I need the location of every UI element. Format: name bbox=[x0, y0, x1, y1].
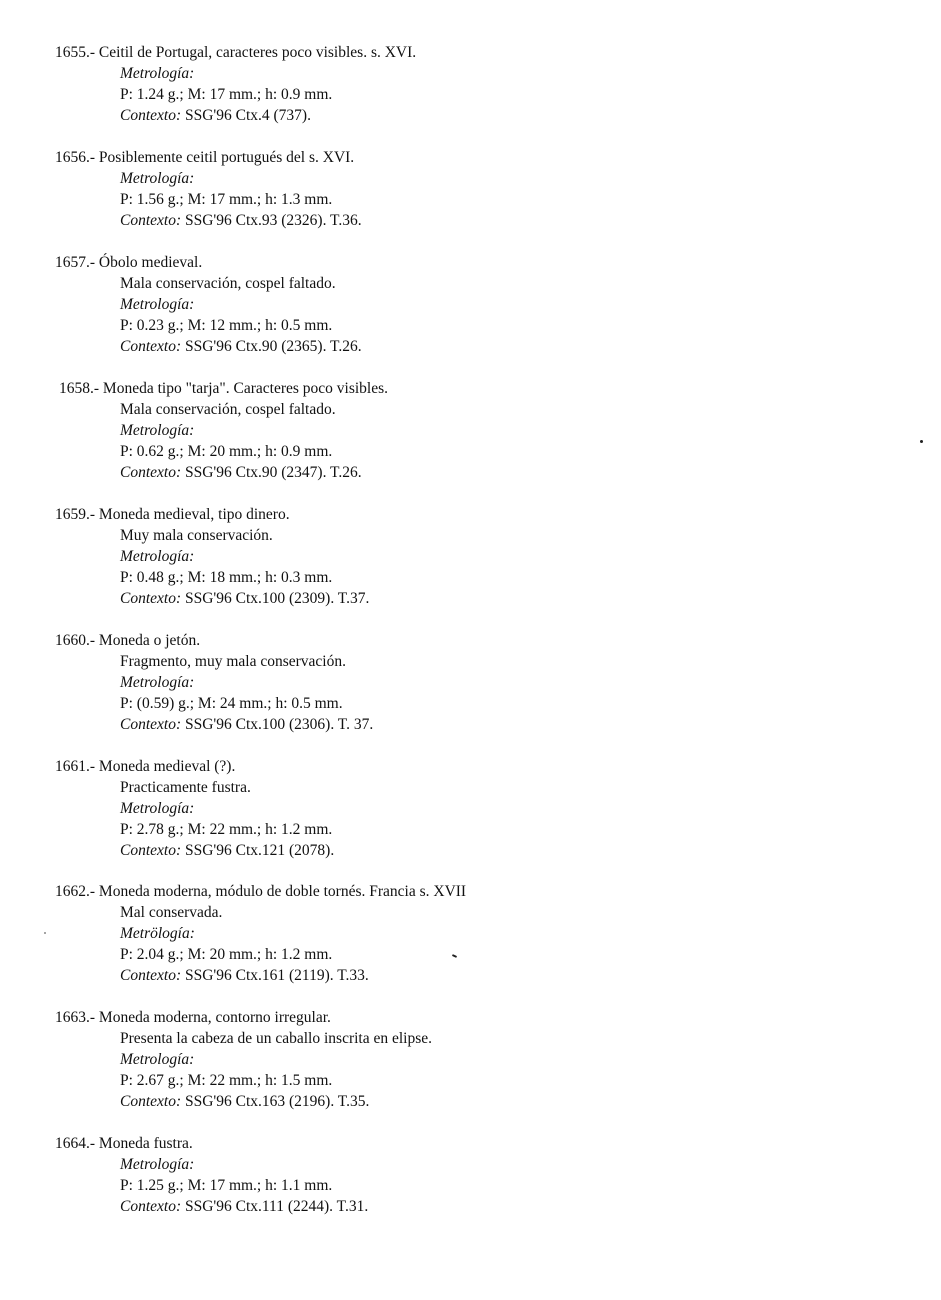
metrologia-label: Metrología: bbox=[120, 674, 195, 691]
entry-heading: 1657.- Óbolo medieval. bbox=[55, 254, 203, 271]
context-line bbox=[120, 1198, 368, 1216]
condition-note: Mala conservación, cospel faltado. bbox=[120, 401, 336, 418]
context-value: SSG'96 Ctx.100 (2309). T.37. bbox=[185, 590, 370, 607]
context-value: SSG'96 Ctx.111 (2244). T.31. bbox=[185, 1198, 369, 1215]
metrics-line: P: 2.78 g.; M: 22 mm.; h: 1.2 mm. bbox=[120, 821, 333, 838]
entry-heading: 1656.- Posiblemente ceitil portugués del s. XVI. bbox=[55, 149, 355, 166]
metrics-line: P: 0.48 g.; M: 18 mm.; h: 0.3 mm. bbox=[120, 569, 333, 586]
metrics-line: P: 2.04 g.; M: 20 mm.; h: 1.2 mm. bbox=[120, 946, 333, 963]
contexto-label: Contexto: bbox=[120, 590, 182, 607]
metrologia-label: Metrología: bbox=[120, 548, 195, 565]
contexto-label: Contexto: bbox=[120, 212, 182, 229]
context-line bbox=[120, 464, 362, 482]
context-value: SSG'96 Ctx.163 (2196). T.35. bbox=[185, 1093, 370, 1110]
entry-heading: 1662.- Moneda moderna, módulo de doble tornés. Francia s. XVII bbox=[55, 883, 467, 900]
context-value: SSG'96 Ctx.100 (2306). T. 37. bbox=[185, 716, 374, 733]
context-value: SSG'96 Ctx.90 (2347). T.26. bbox=[185, 464, 362, 481]
entry-heading: 1658.- Moneda tipo "tarja". Caracteres poco visibles. bbox=[59, 380, 389, 397]
entry-heading: 1660.- Moneda o jetón. bbox=[55, 632, 201, 649]
metrics-line: P: 0.23 g.; M: 12 mm.; h: 0.5 mm. bbox=[120, 317, 333, 334]
metrologia-label: Metrología: bbox=[120, 65, 195, 82]
entry-heading: 1663.- Moneda moderna, contorno irregular. bbox=[55, 1009, 331, 1026]
context-line bbox=[120, 107, 311, 125]
metrologia-label: Metrología: bbox=[120, 296, 195, 313]
context-line bbox=[120, 212, 362, 230]
condition-note: Mal conservada. bbox=[120, 904, 223, 921]
contexto-label: Contexto: bbox=[120, 1198, 182, 1215]
metrologia-label: Metrölogía: bbox=[120, 925, 195, 942]
contexto-label: Contexto: bbox=[120, 338, 182, 355]
context-line bbox=[120, 1093, 369, 1111]
context-line bbox=[120, 842, 334, 860]
scan-speck bbox=[44, 932, 46, 934]
context-value: SSG'96 Ctx.121 (2078). bbox=[185, 842, 335, 859]
metrologia-label: Metrología: bbox=[120, 800, 195, 817]
metrologia-label: Metrología: bbox=[120, 1156, 195, 1173]
entry-heading: 1659.- Moneda medieval, tipo dinero. bbox=[55, 506, 290, 523]
metrics-line: P: 1.24 g.; M: 17 mm.; h: 0.9 mm. bbox=[120, 86, 333, 103]
metrics-line: P: (0.59) g.; M: 24 mm.; h: 0.5 mm. bbox=[120, 695, 343, 712]
context-line bbox=[120, 338, 362, 356]
contexto-label: Contexto: bbox=[120, 842, 182, 859]
contexto-label: Contexto: bbox=[120, 107, 182, 124]
context-value: SSG'96 Ctx.93 (2326). T.36. bbox=[185, 212, 362, 229]
description-note: Presenta la cabeza de un caballo inscrita en elipse. bbox=[120, 1030, 433, 1047]
metrologia-label: Metrología: bbox=[120, 1051, 195, 1068]
contexto-label: Contexto: bbox=[120, 464, 182, 481]
metrologia-label: Metrología: bbox=[120, 170, 195, 187]
metrologia-label: Metrología: bbox=[120, 422, 195, 439]
context-line bbox=[120, 716, 373, 734]
entry-heading: 1664.- Moneda fustra. bbox=[55, 1135, 193, 1152]
scan-speck bbox=[452, 954, 457, 958]
contexto-label: Contexto: bbox=[120, 967, 182, 984]
entry-heading: 1655.- Ceitil de Portugal, caracteres poco visibles. s. XVI. bbox=[55, 44, 417, 61]
condition-note: Practicamente fustra. bbox=[120, 779, 251, 796]
condition-note: Mala conservación, cospel faltado. bbox=[120, 275, 336, 292]
scan-speck bbox=[920, 440, 923, 443]
context-value: SSG'96 Ctx.161 (2119). T.33. bbox=[185, 967, 369, 984]
context-line bbox=[120, 967, 369, 985]
context-value: SSG'96 Ctx.4 (737). bbox=[185, 107, 311, 124]
metrics-line: P: 2.67 g.; M: 22 mm.; h: 1.5 mm. bbox=[120, 1072, 333, 1089]
context-value: SSG'96 Ctx.90 (2365). T.26. bbox=[185, 338, 362, 355]
metrics-line: P: 1.25 g.; M: 17 mm.; h: 1.1 mm. bbox=[120, 1177, 333, 1194]
contexto-label: Contexto: bbox=[120, 716, 182, 733]
contexto-label: Contexto: bbox=[120, 1093, 182, 1110]
entry-heading: 1661.- Moneda medieval (?). bbox=[55, 758, 236, 775]
metrics-line: P: 1.56 g.; M: 17 mm.; h: 1.3 mm. bbox=[120, 191, 333, 208]
condition-note: Fragmento, muy mala conservación. bbox=[120, 653, 346, 670]
context-line bbox=[120, 590, 369, 608]
metrics-line: P: 0.62 g.; M: 20 mm.; h: 0.9 mm. bbox=[120, 443, 333, 460]
condition-note: Muy mala conservación. bbox=[120, 527, 273, 544]
